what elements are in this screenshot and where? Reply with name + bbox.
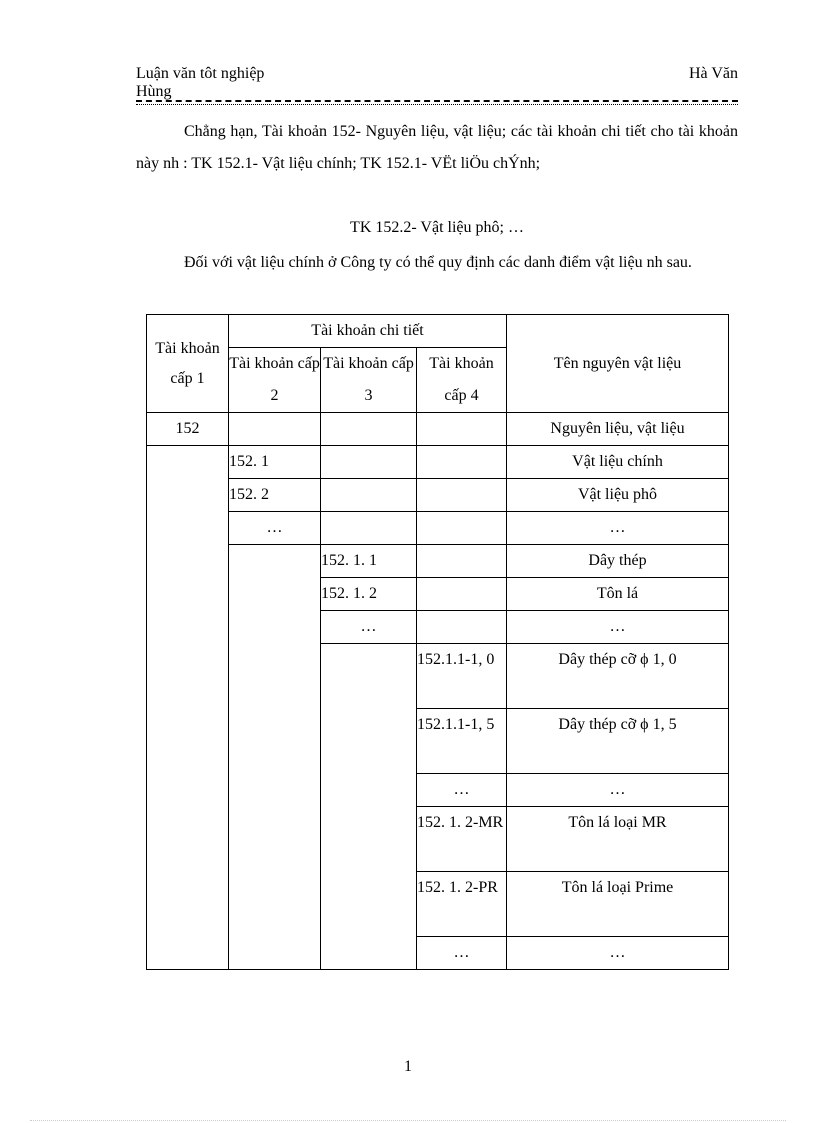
header-author: Hà Văn (688, 65, 738, 82)
table-row (147, 413, 729, 446)
table-row (147, 512, 729, 545)
header-divider (136, 100, 738, 102)
table-row (147, 446, 729, 479)
cell-level1: 152 (147, 413, 229, 446)
cell-name: Vật liệu phô (507, 479, 729, 512)
cell-name: … (507, 937, 729, 970)
cell-level2-empty (229, 545, 321, 970)
cell-level3: … (321, 611, 417, 644)
cell-level4: … (417, 937, 507, 970)
header-detail: Tài khoản chi tiết (229, 315, 507, 348)
cell-level3: 152. 1. 2 (321, 578, 417, 611)
cell-name: Dây thép cỡ ϕ 1, 0 (507, 644, 729, 709)
cell-level2: … (229, 512, 321, 545)
cell-name: Vật liệu chính (507, 446, 729, 479)
cell-name: Dây thép (507, 545, 729, 578)
cell-name: Tôn lá (507, 578, 729, 611)
cell-level2: 152. 2 (229, 479, 321, 512)
page-number: 1 (404, 1058, 412, 1075)
cell-name: Tôn lá loại Prime (507, 872, 729, 937)
cell-name: Dây thép cỡ ϕ 1, 5 (507, 709, 729, 774)
header-level2: Tài khoản cấp 2 (229, 348, 321, 413)
table-row (147, 479, 729, 512)
cell-level4: 152. 1. 2-PR (417, 872, 507, 937)
table-row (147, 545, 729, 578)
header-left (136, 65, 264, 101)
header-level1: Tài khoản cấp 1 (147, 315, 229, 413)
cell-name: … (507, 512, 729, 545)
cell-name: … (507, 774, 729, 807)
header-level4: Tài khoản cấp 4 (417, 348, 507, 413)
cell-level4: 152.1.1-1, 0 (417, 644, 507, 709)
cell-level4: 152. 1. 2-MR (417, 807, 507, 872)
cell-name: Nguyên liệu, vật liệu (507, 413, 729, 446)
cell-level4: 152.1.1-1, 5 (417, 709, 507, 774)
header-level3: Tài khoản cấp 3 (321, 348, 417, 413)
cell-level4: … (417, 774, 507, 807)
header-author-last: Hùng (136, 83, 172, 100)
page-bottom-divider (30, 1120, 786, 1121)
cell-level3: 152. 1. 1 (321, 545, 417, 578)
account-table (146, 314, 729, 970)
cell-level1-empty (147, 446, 229, 970)
cell-level3-empty (321, 644, 417, 970)
paragraph-2: TK 152.2- Vật liệu phô; … (350, 219, 524, 236)
header-divider-secondary (136, 104, 738, 105)
cell-name: Tôn lá loại MR (507, 807, 729, 872)
header-material-name: Tên nguyên vật liệu (507, 315, 729, 413)
cell-level2: 152. 1 (229, 446, 321, 479)
paragraph-1: Chẳng hạn, Tài khoản 152- Nguyên liệu, vật liệu; các tài khoản chi tiết cho tài khoản này nh : TK 152.1- Vật liệu chính; TK 152.1- VËt liÖu chÝnh; (136, 123, 738, 172)
header-thesis-title: Luận văn tôt nghiệp (136, 65, 265, 82)
paragraph-3: Đối với vật liệu chính ở Công ty có thể quy định các danh điểm vật liệu nh sau. (184, 254, 692, 271)
cell-name: … (507, 611, 729, 644)
